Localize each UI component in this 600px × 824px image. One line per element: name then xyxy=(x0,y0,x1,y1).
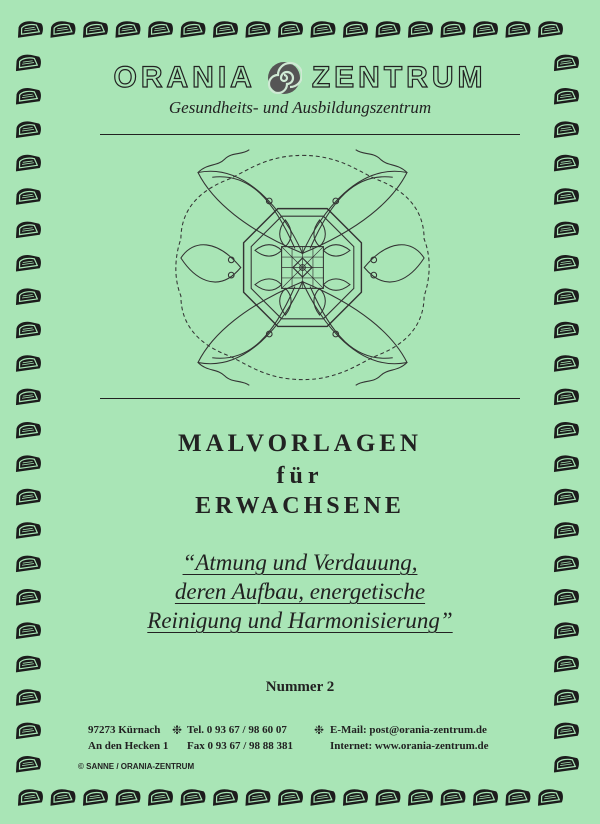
logo-right-word: ZENTRUM xyxy=(311,61,487,94)
spiral-logo-icon xyxy=(266,60,302,96)
border-ornament-icon xyxy=(552,286,580,304)
border-ornament-icon xyxy=(14,286,42,304)
border-ornament-icon xyxy=(552,520,580,538)
border-ornament-icon xyxy=(81,787,109,805)
border-ornament-icon xyxy=(406,787,434,805)
logo-left-word: ORANIA xyxy=(113,61,256,94)
border-ornament-icon xyxy=(113,19,141,37)
border-ornament-icon xyxy=(341,19,369,37)
border-ornament-icon xyxy=(552,721,580,739)
online-block xyxy=(330,722,489,754)
border-ornament-icon xyxy=(14,353,42,371)
phone-number: Tel. 0 93 67 / 98 60 07 xyxy=(187,724,287,736)
border-ornament-icon xyxy=(503,19,531,37)
border-ornament-icon xyxy=(14,721,42,739)
border-ornament-icon xyxy=(14,220,42,238)
border-ornament-icon xyxy=(552,119,580,137)
subtitle-line2: deren Aufbau, energetische xyxy=(174,579,426,604)
border-ornament-icon xyxy=(552,654,580,672)
border-ornament-icon xyxy=(211,787,239,805)
top-divider xyxy=(100,134,520,135)
fax-number: Fax 0 93 67 / 98 88 381 xyxy=(187,740,294,752)
border-ornament-icon xyxy=(552,754,580,772)
border-ornament-icon xyxy=(113,787,141,805)
subtitle xyxy=(0,548,600,635)
border-ornament-icon xyxy=(14,754,42,772)
border-ornament-icon xyxy=(16,787,44,805)
border-ornament-icon xyxy=(146,787,174,805)
subtitle-line3: Reinigung und Harmonisierung” xyxy=(147,608,453,633)
border-ornament-icon xyxy=(81,19,109,37)
border-ornament-icon xyxy=(373,19,401,37)
border-ornament-icon xyxy=(178,787,206,805)
border-ornament-icon xyxy=(552,387,580,405)
copyright-note: © SANNE / ORANIA-ZENTRUM xyxy=(78,762,195,771)
border-ornament-icon xyxy=(471,787,499,805)
border-ornament-icon xyxy=(48,19,76,37)
logo-tagline: Gesundheits- und Ausbildungszentrum xyxy=(168,98,432,117)
border-ornament-icon xyxy=(438,19,466,37)
separator-icon: ❉ xyxy=(172,723,183,737)
border-ornament-icon xyxy=(471,19,499,37)
page-title-line2: für xyxy=(276,463,324,489)
border-ornament-icon xyxy=(243,787,271,805)
border-ornament-icon xyxy=(14,320,42,338)
separator-icon: ❉ xyxy=(314,723,325,737)
border-ornament-icon xyxy=(243,19,271,37)
border-ornament-icon xyxy=(406,19,434,37)
page-title-line1: MALVORLAGEN xyxy=(178,430,422,457)
postal-line1: 97273 Kürnach xyxy=(88,724,161,736)
border-ornament-icon xyxy=(341,787,369,805)
border-ornament-icon xyxy=(503,787,531,805)
border-ornament-icon xyxy=(552,353,580,371)
website-address: Internet: www.orania-zentrum.de xyxy=(330,740,489,752)
border-ornament-icon xyxy=(14,520,42,538)
postal-line2: An den Hecken 1 xyxy=(88,740,169,752)
phone-block xyxy=(187,722,293,754)
border-ornament-icon xyxy=(16,19,44,37)
border-ornament-icon xyxy=(14,654,42,672)
border-ornament-icon xyxy=(14,119,42,137)
border-ornament-icon xyxy=(552,186,580,204)
border-ornament-icon xyxy=(211,19,239,37)
border-ornament-icon xyxy=(276,787,304,805)
border-ornament-icon xyxy=(14,253,42,271)
border-ornament-icon xyxy=(308,787,336,805)
page-title-line3: ERWACHSENE xyxy=(195,493,405,519)
issue-number: Nummer 2 xyxy=(265,679,335,695)
border-ornament-icon xyxy=(14,387,42,405)
logo-block xyxy=(0,60,600,118)
border-ornament-icon xyxy=(536,787,564,805)
email-address: E-Mail: post@orania-zentrum.de xyxy=(330,724,487,736)
border-ornament-icon xyxy=(308,19,336,37)
mandala-illustration xyxy=(160,145,445,390)
postal-address xyxy=(88,722,168,754)
border-ornament-icon xyxy=(14,153,42,171)
border-ornament-icon xyxy=(178,19,206,37)
border-ornament-icon xyxy=(276,19,304,37)
subtitle-line1: “Atmung und Verdauung, xyxy=(182,550,418,575)
border-ornament-icon xyxy=(552,320,580,338)
middle-divider xyxy=(100,398,520,399)
border-ornament-icon xyxy=(552,153,580,171)
border-ornament-icon xyxy=(552,253,580,271)
border-ornament-icon xyxy=(146,19,174,37)
border-ornament-icon xyxy=(438,787,466,805)
border-ornament-icon xyxy=(552,220,580,238)
border-ornament-icon xyxy=(536,19,564,37)
border-ornament-icon xyxy=(373,787,401,805)
border-ornament-icon xyxy=(48,787,76,805)
border-ornament-icon xyxy=(14,186,42,204)
